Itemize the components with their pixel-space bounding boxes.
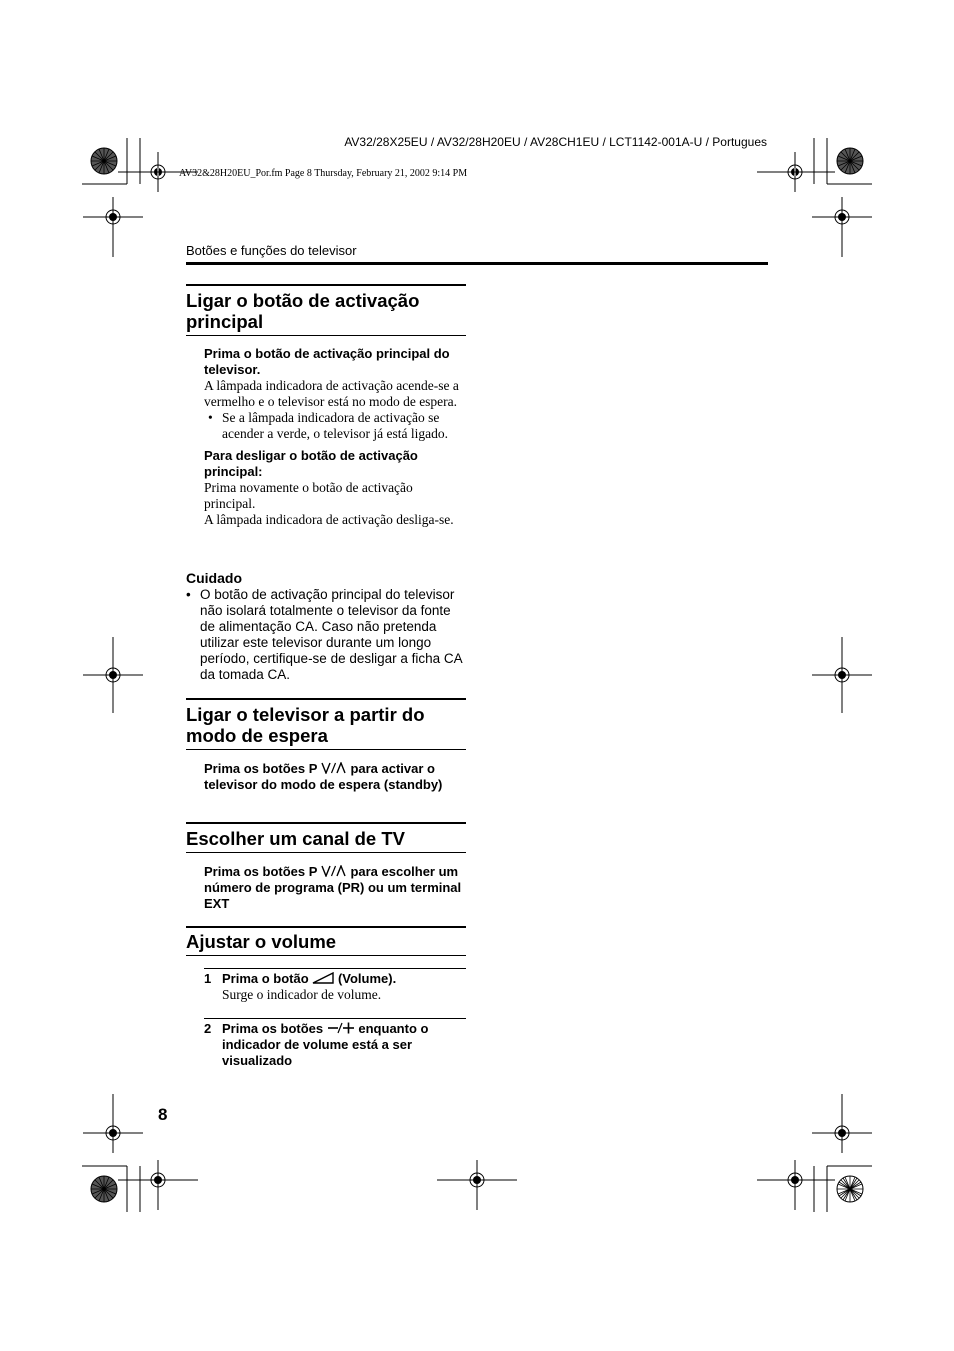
instruction: Prima o botão de activação principal do televisor. bbox=[204, 346, 450, 377]
step-text-post: (Volume). bbox=[337, 971, 397, 986]
instruction-pre: Prima os botões P bbox=[204, 864, 318, 879]
step-text-post: enquanto o indicador de volume está a ser visualizado bbox=[222, 1021, 429, 1068]
step-text-pre: Prima o botão bbox=[222, 971, 309, 986]
sub-body: A lâmpada indicadora de activação desliga-se. bbox=[204, 512, 454, 527]
running-head: Botões e funções do televisor bbox=[186, 243, 357, 258]
file-info: AV32&28H20EU_Por.fm Page 8 Thursday, February 21, 2002 9:14 PM bbox=[179, 168, 468, 179]
step-body: Surge o indicador de volume. bbox=[222, 987, 382, 1002]
bullet-text: Se a lâmpada indicadora de activação se acender a verde, o televisor já está ligado. bbox=[222, 410, 449, 441]
caution-heading: Cuidado bbox=[186, 570, 242, 586]
instruction-post: para activar o televisor do modo de espera (standby) bbox=[204, 761, 443, 792]
instruction-pre: Prima os botões P bbox=[204, 761, 318, 776]
caution-text: O botão de activação principal do televisor não isolará totalmente o televisor da fonte de alimentação CA. Caso não pretenda utilizar este televisor durante um longo período, certifique-se de desligar a ficha CA da tomada CA. bbox=[200, 587, 462, 682]
sub-body: Prima novamente o botão de activação principal. bbox=[204, 480, 413, 511]
step-number: 2 bbox=[204, 1021, 212, 1036]
document-code: AV32/28X25EU / AV32/28H20EU / AV28CH1EU / LCT1142-001A-U / Portugues bbox=[344, 135, 767, 149]
body-text: A lâmpada indicadora de activação acende-se a vermelho e o televisor está no modo de espera. bbox=[204, 378, 459, 409]
sub-heading: Para desligar o botão de activação principal: bbox=[204, 448, 418, 479]
section-title-main-power: Ligar o botão de activação principal bbox=[186, 290, 420, 332]
step-number: 1 bbox=[204, 971, 212, 986]
bullet-dot: • bbox=[186, 587, 191, 602]
page-number: 8 bbox=[158, 1105, 168, 1124]
section-title-volume: Ajustar o volume bbox=[186, 931, 337, 952]
step-text-pre: Prima os botões bbox=[222, 1021, 324, 1036]
instruction-post: para escolher um número de programa (PR) ou um terminal EXT bbox=[204, 864, 462, 911]
bullet-dot: • bbox=[208, 410, 213, 425]
section-title-standby: Ligar o televisor a partir do modo de espera bbox=[186, 704, 425, 746]
section-title-channel: Escolher um canal de TV bbox=[186, 828, 405, 849]
